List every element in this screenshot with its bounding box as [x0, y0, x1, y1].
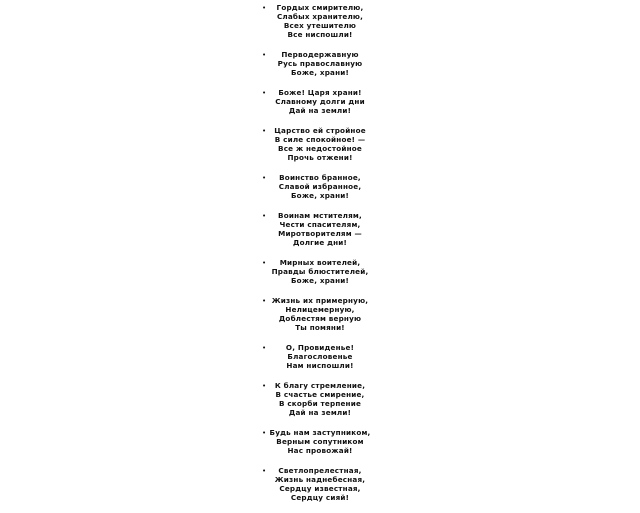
poem-line: Боже, храни!: [291, 68, 349, 77]
bullet-icon: •: [262, 429, 267, 437]
stanza: [0, 3, 640, 39]
stanza: [0, 296, 640, 332]
bullet-icon: •: [262, 297, 267, 305]
poem-line: Доблестям верную: [278, 314, 362, 323]
poem-line: Правды блюстителей,: [271, 267, 369, 276]
stanza-lines: [0, 296, 640, 332]
bullet-icon: •: [262, 382, 267, 390]
stanza: [0, 428, 640, 455]
stanza: [0, 466, 640, 502]
poem-line: Нам ниспошли!: [286, 361, 354, 370]
stanza-lines: [0, 173, 640, 200]
poem-line: Чести спасителям,: [279, 220, 361, 229]
poem-line: Боже! Царя храни!: [278, 88, 362, 97]
poem-line: Нелицемерную,: [285, 305, 355, 314]
poem-line: Дай на земли!: [288, 408, 352, 417]
bullet-icon: •: [262, 174, 267, 182]
poem-stanza-list: [0, 3, 640, 513]
poem-line: К благу стремление,: [274, 381, 366, 390]
poem-line: Боже, храни!: [291, 191, 349, 200]
stanza: [0, 343, 640, 370]
bullet-icon: •: [262, 51, 267, 59]
stanza-lines: [0, 50, 640, 77]
bullet-icon: •: [262, 89, 267, 97]
poem-line: Славному долги дни: [275, 97, 365, 106]
stanza-lines: [0, 381, 640, 417]
poem-line: Жизнь их примерную,: [271, 296, 369, 305]
poem-line: Дай на земли!: [288, 106, 352, 115]
stanza-lines: [0, 343, 640, 370]
poem-line: Слабых хранителю,: [276, 12, 364, 21]
poem-line: Сердцу сияй!: [290, 493, 350, 502]
bullet-icon: •: [262, 467, 267, 475]
poem-line: В счастье смирение,: [275, 390, 365, 399]
stanza-lines: [0, 428, 640, 455]
poem-line: Ты помяни!: [295, 323, 345, 332]
poem-line: Гордых смирителю,: [276, 3, 364, 12]
stanza: [0, 211, 640, 247]
bullet-icon: •: [262, 212, 267, 220]
bullet-icon: •: [262, 259, 267, 267]
poem-line: Верным сопутником: [276, 437, 364, 446]
poem-line: Воинство бранное,: [279, 173, 361, 182]
poem-line: Все ж недостойное: [278, 144, 362, 153]
poem-line: Перводержавную: [281, 50, 359, 59]
poem-line: Боже, храни!: [291, 276, 349, 285]
poem-line: Будь нам заступником,: [269, 428, 371, 437]
bullet-icon: •: [262, 4, 267, 12]
stanza: [0, 126, 640, 162]
bullet-icon: •: [262, 344, 267, 352]
stanza: [0, 173, 640, 200]
poem-line: Царство ей стройное: [274, 126, 366, 135]
poem-line: Воинам мстителям,: [278, 211, 362, 220]
stanza-lines: [0, 211, 640, 247]
poem-line: Прочь отжени!: [287, 153, 353, 162]
poem-line: Жизнь наднебесная,: [274, 475, 366, 484]
stanza-lines: [0, 3, 640, 39]
stanza-lines: [0, 258, 640, 285]
poem-line: В силе спокойное! —: [274, 135, 366, 144]
poem-line: В скорби терпение: [278, 399, 362, 408]
stanza-lines: [0, 88, 640, 115]
bullet-icon: •: [262, 127, 267, 135]
poem-line: Славой избранное,: [278, 182, 362, 191]
stanza: [0, 88, 640, 115]
poem-line: Русь православную: [277, 59, 363, 68]
poem-line: Мирных воителей,: [279, 258, 361, 267]
poem-line: Все ниспошли!: [287, 30, 353, 39]
poem-line: Миротворителям —: [278, 229, 362, 238]
poem-line: Всех утешителю: [283, 21, 357, 30]
stanza: [0, 381, 640, 417]
stanza: [0, 258, 640, 285]
poem-line: Благословенье: [287, 352, 353, 361]
stanza-lines: [0, 466, 640, 502]
poem-line: Сердцу известная,: [279, 484, 361, 493]
stanza-lines: [0, 126, 640, 162]
poem-line: Нас провожай!: [287, 446, 353, 455]
stanza: [0, 50, 640, 77]
poem-line: О, Провиденье!: [285, 343, 355, 352]
poem-line: Светлопрелестная,: [278, 466, 362, 475]
poem-line: Долгие дни!: [292, 238, 348, 247]
